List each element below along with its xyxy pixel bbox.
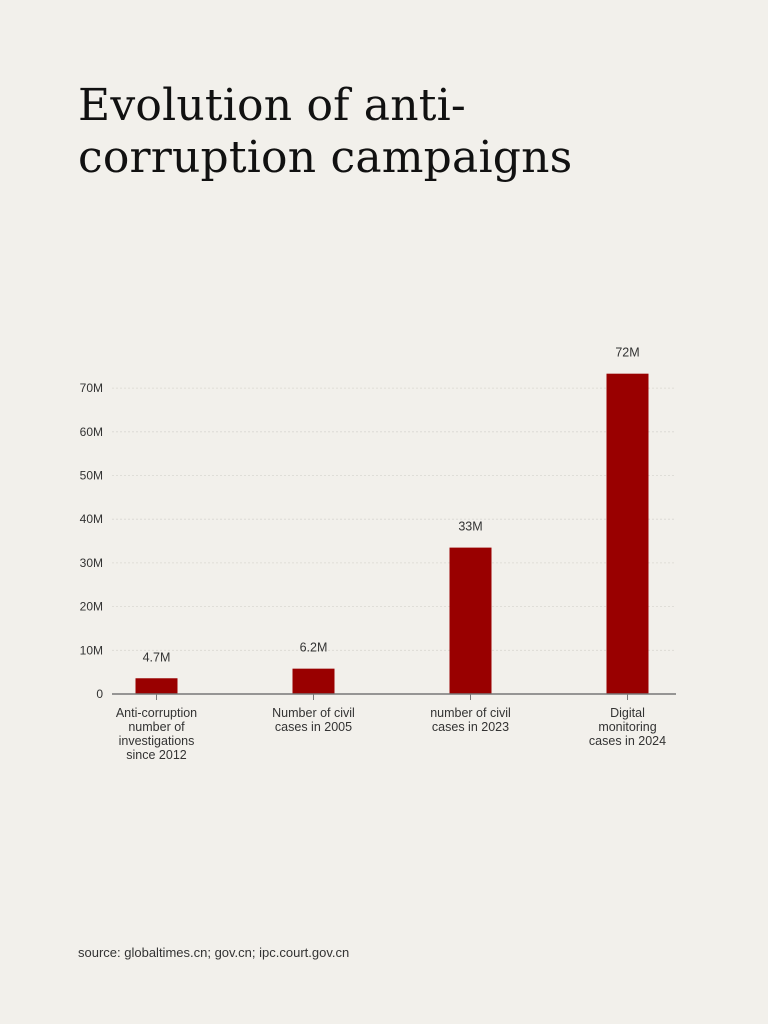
x-tick-label: Digital monitoring cases in 2024	[588, 706, 667, 748]
y-tick-label: 60M	[79, 424, 103, 439]
chart-title: Evolution of anti-corruption campaigns	[78, 80, 573, 183]
y-tick-label: 30M	[79, 555, 103, 570]
y-tick-label: 0	[96, 687, 103, 701]
y-tick-label: 40M	[79, 512, 103, 527]
data-label: 33M	[458, 519, 483, 534]
bar	[136, 678, 178, 694]
bar	[293, 669, 335, 694]
source-note: source: globaltimes.cn; gov.cn; ipc.court.gov.cn	[78, 945, 350, 960]
y-tick-label: 20M	[79, 599, 103, 614]
x-tick-label: Number of civil cases in 2005	[272, 706, 355, 734]
y-tick-label: 70M	[79, 381, 103, 396]
bar	[607, 374, 649, 694]
bar	[450, 548, 492, 694]
y-tick-label: 10M	[79, 643, 103, 658]
x-tick-label: Anti-corruption number of investigations since 2012	[115, 706, 198, 762]
data-label: 72M	[615, 345, 640, 360]
y-tick-label: 50M	[79, 468, 103, 483]
x-tick-label: number of civil cases in 2023	[430, 706, 511, 734]
data-label: 6.2M	[299, 640, 328, 655]
data-label: 4.7M	[142, 650, 171, 665]
